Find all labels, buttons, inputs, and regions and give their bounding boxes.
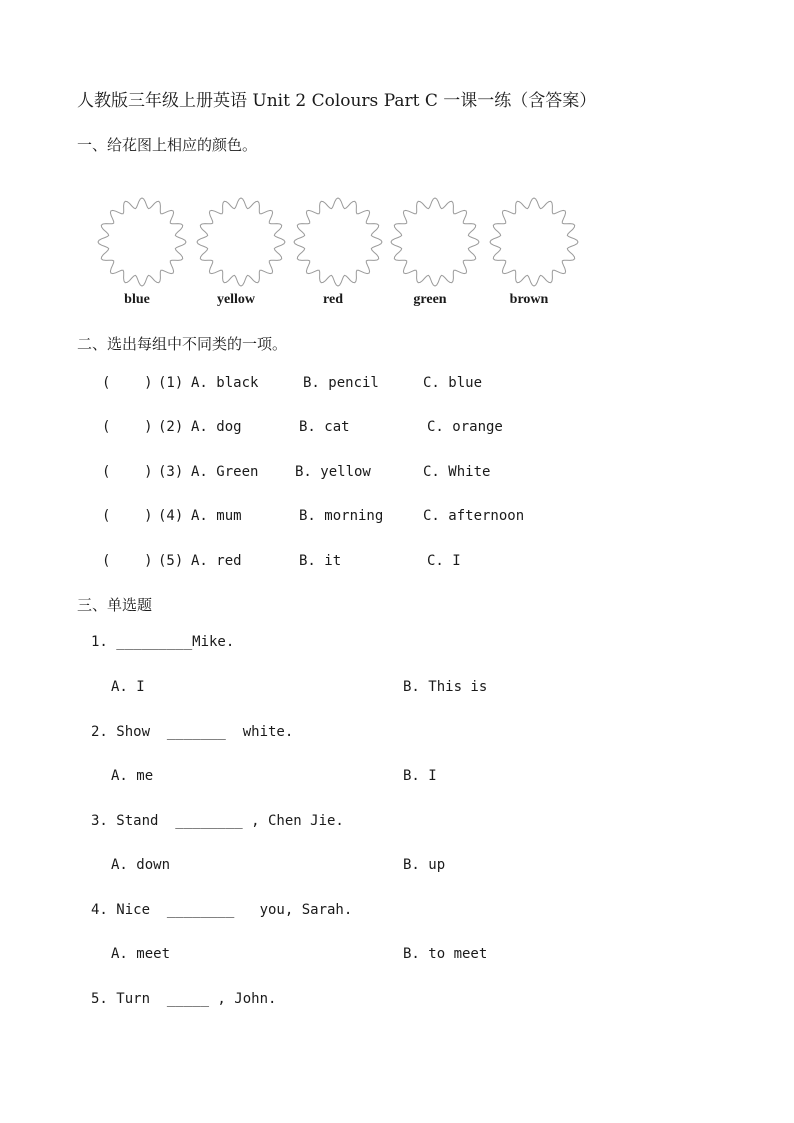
question-3-option-a[interactable]: A. down <box>111 857 171 873</box>
option-c: C. White <box>423 464 491 480</box>
item-number: (2) <box>158 419 184 435</box>
flower-outline-icon <box>191 196 291 296</box>
option-b: B. morning <box>299 508 384 524</box>
flower-label: brown <box>509 292 549 307</box>
question-2-option-b[interactable]: B. I <box>403 768 437 784</box>
flower-blue <box>92 196 192 316</box>
option-b: B. pencil <box>303 375 379 391</box>
flower-label: yellow <box>216 292 256 307</box>
option-c: C. I <box>427 553 461 569</box>
flower-row <box>92 196 582 316</box>
question-1-option-a[interactable]: A. I <box>111 679 145 695</box>
flower-red <box>288 196 388 316</box>
answer-blank[interactable]: ( ) <box>102 419 153 435</box>
section2-heading: 二、选出每组中不同类的一项。 <box>77 335 288 353</box>
flower-yellow <box>191 196 291 316</box>
answer-blank[interactable]: ( ) <box>102 375 153 391</box>
option-a: A. red <box>191 553 242 569</box>
item-number: (1) <box>158 375 184 391</box>
flower-outline-icon <box>385 196 485 296</box>
option-c: C. blue <box>423 375 483 391</box>
flower-label: blue <box>124 292 150 307</box>
page-title: 人教版三年级上册英语 Unit 2 Colours Part C 一课一练（含答案） <box>77 91 597 111</box>
item-number: (4) <box>158 508 184 524</box>
section3-heading: 三、单选题 <box>77 596 153 614</box>
item-number: (5) <box>158 553 184 569</box>
question-4-option-a[interactable]: A. meet <box>111 946 171 962</box>
question-5-stem: 5. Turn _____ , John. <box>91 991 277 1007</box>
option-a: A. dog <box>191 419 242 435</box>
option-c: C. afternoon <box>423 508 525 524</box>
flower-label: red <box>323 292 343 307</box>
question-1-stem: 1. _________Mike. <box>91 634 235 650</box>
answer-blank[interactable]: ( ) <box>102 553 153 569</box>
question-2-stem: 2. Show _______ white. <box>91 724 294 740</box>
option-b: B. yellow <box>295 464 371 480</box>
option-b: B. cat <box>299 419 350 435</box>
flower-outline-icon <box>92 196 192 296</box>
question-3-stem: 3. Stand ________ , Chen Jie. <box>91 813 344 829</box>
option-c: C. orange <box>427 419 503 435</box>
option-a: A. Green <box>191 464 259 480</box>
question-4-option-b[interactable]: B. to meet <box>403 946 488 962</box>
flower-green <box>385 196 485 316</box>
section1-heading: 一、给花图上相应的颜色。 <box>77 136 258 154</box>
item-number: (3) <box>158 464 184 480</box>
flower-brown <box>484 196 584 316</box>
flower-label: green <box>413 292 447 307</box>
question-2-option-a[interactable]: A. me <box>111 768 154 784</box>
option-b: B. it <box>299 553 342 569</box>
question-1-option-b[interactable]: B. This is <box>403 679 488 695</box>
flower-outline-icon <box>288 196 388 296</box>
question-4-stem: 4. Nice ________ you, Sarah. <box>91 902 353 918</box>
option-a: A. mum <box>191 508 242 524</box>
flower-outline-icon <box>484 196 584 296</box>
option-a: A. black <box>191 375 259 391</box>
answer-blank[interactable]: ( ) <box>102 508 153 524</box>
answer-blank[interactable]: ( ) <box>102 464 153 480</box>
question-3-option-b[interactable]: B. up <box>403 857 446 873</box>
